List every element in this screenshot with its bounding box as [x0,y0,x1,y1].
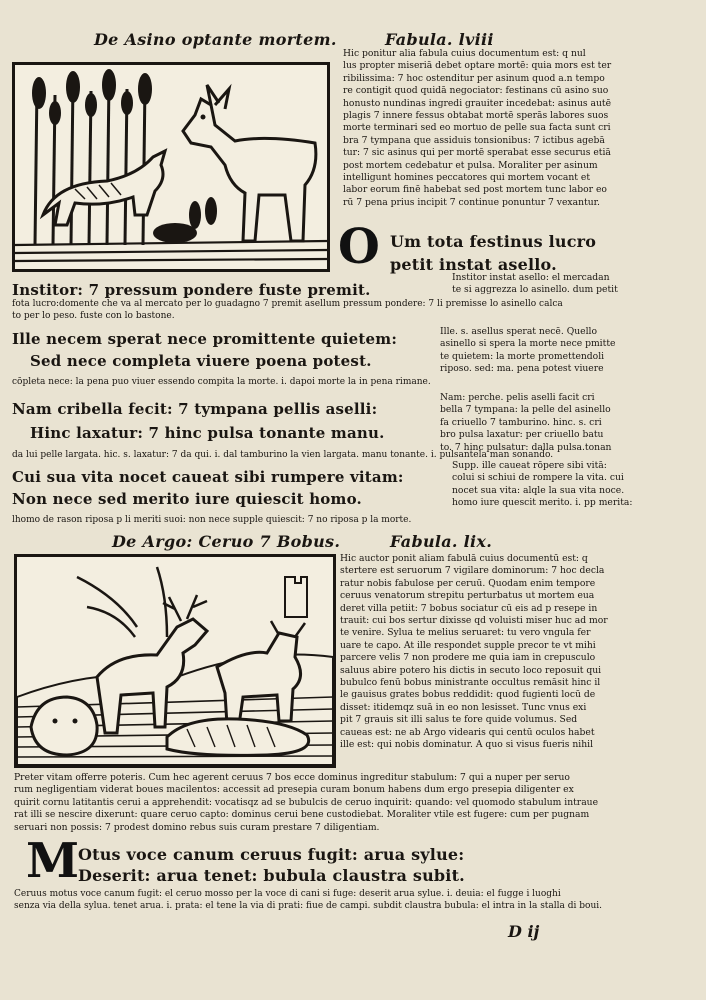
gloss-right [452,460,698,510]
commentary-line: ceruus venatorum strepitu perturbatus ut mortem eua [340,590,595,602]
verse-line: Non nece sed merito iure quiescit homo. [12,490,362,508]
gloss-line: colui si schiui de rompere la vita. cui [452,472,624,484]
gloss-line: Supp. ille caueat rōpere sibi vitā: [452,460,607,471]
verse-line: Nam cribella fecit: 7 tympana pellis aselli: [12,400,378,418]
gloss-line: nocet sua vita: alqle la sua vita noce. [452,484,625,496]
gloss-line: lhomo de rason riposa p li meriti suoi: non nece supple quiescit: 7 no riposa p la morte. [12,515,412,525]
gloss-line: senza via della sylua. tenet arua. i. prata: el tene la via di prati: fiue de campi. subdit claustra bubula: el intra in la stalla di boui. [14,901,602,912]
commentary-line: deret villa petiit: 7 bobus sociatur cū eis ad p resepe in [340,602,598,614]
gloss-line: cōpleta nece: la pena puo viuer essendo compita la morte. i. dapoi morte la in pena rimane. [12,377,431,387]
gloss-line: riposo. sed: ma. pena potest viuere [440,363,604,375]
commentary-line: rum negligentiam viderat boues macilentos: accessit ad presepia curam bonum habens dum ergo presepia diligenter ex [14,784,574,796]
commentary-line: le gauisus grates bobus reddidit: quod fugienti locū de [340,689,596,701]
verse-line: Ille necem sperat nece promittente quietem: [12,330,398,348]
gloss-line: asinello si spera la morte nece pmitte [440,338,616,350]
gloss-line: bella 7 tympana: la pelle del asinello [440,404,611,416]
gloss-right [452,272,697,297]
gloss-line: Institor instat asello: el mercadan [452,272,610,283]
verse-line: Otus voce canum ceruus fugit: arua sylue: [78,845,465,864]
commentary-line: lus propter miseriā debet optare mortē: quia mors est ter [343,60,612,72]
verse-line: Cui sua vita nocet caueat sibi rumpere vitam: [12,468,404,486]
commentary-line: intelligunt homines peccatores qui mortem vocant et [343,172,591,184]
commentary-line: Preter vitam offerre poteris. Cum hec agerent ceruus 7 bos ecce dominus ingreditur stabulum: 7 qui a nuper per seruo [14,772,570,783]
commentary-line: te venire. Sylua te melius seruaret: tu vero vngula fer [340,627,591,639]
commentary-line: labor eorum finē habebat sed post mortem tunc labor eo [343,184,607,196]
fable-title: De Asino optante mortem. [94,30,337,49]
commentary-line: honusto nundinas ingredi grauiter incedebat: asinus autē [343,97,612,109]
commentary-line: caueas est: ne ab Argo videaris qui centū oculos habet [340,726,595,738]
commentary-line: ribilissima: 7 hoc ostenditur per asinum quod a.n tempo [343,72,605,84]
verse-line: Institor: 7 pressum pondere fuste premit. [12,281,371,299]
initial-letter-o: O [338,219,380,275]
gloss-line: te si aggrezza lo asinello. dum petit [452,284,618,296]
gloss-line: Nam: perche. pelis aselli facit cri [440,392,595,403]
commentary-line: rū 7 pena prius incipit 7 continue ponuntur 7 vexantur. [343,196,600,208]
commentary-fable-58 [343,48,698,209]
initial-letter-m: M [26,833,80,889]
woodcut-stag-and-oxen [14,554,336,768]
commentary-line: Hic ponitur alia fabula cuius documentum est: q nul [343,48,586,59]
commentary-line: disset: itidemqz suā in eo non lesisset. Tunc vnus exi [340,701,587,713]
woodcut-ass-and-boar [12,62,330,272]
commentary-line: parcere velis 7 non prodere me quia iam in crepusculo [340,652,596,664]
commentary-line: uare te capo. At ille respondet supple precor te vt mihi [340,639,596,651]
verse-line: Hinc laxatur: 7 hinc pulsa tonante manu. [30,424,385,442]
commentary-line: tur: 7 sic asinus qui per mortē sperabat esse securus etiā [343,147,611,159]
commentary-line: rat illi se nescire dixerunt: quare ceruo capto: dominus cerui bene custodiebat. Moraliter vtile est fugere: cum per pugnam [14,809,590,821]
commentary-fable-59-continued [14,772,698,834]
commentary-line: bubulco fenū bobus ministrante occultus remāsit hinc il [340,677,601,689]
commentary-line: seruari non possis: 7 prodest domino rebus suis curam prestare 7 diligentiam. [14,821,380,833]
fable-number: Fabula. lix. [390,532,493,551]
commentary-line: stertere est seruorum 7 vigilare dominorum: 7 hoc decla [340,565,605,577]
commentary-line: morte terminari sed eo mortuo de pelle sua facta sunt cri [343,122,611,134]
verse-line: Deserit: arua tenet: bubula claustra subit. [78,866,465,885]
commentary-line: re contigit quod quidā negociator: festinans cū asino suo [343,85,609,97]
gloss-right [440,392,698,454]
verse-line: Sed nece completa viuere poena potest. [30,352,372,370]
gloss-line: fota lucro:domente che va al mercato per lo guadagno 7 premit asellum pressum pondere: 7 li premisse lo asinello calca [12,299,563,309]
commentary-line: plagis 7 innere fessus obtabat mortē sperās labores suos [343,110,609,122]
gloss-right [440,326,698,376]
gloss-line: to per lo peso. fuste con lo bastone. [12,311,175,322]
woodcut-illustration [17,557,333,765]
gloss-line: Ille. s. asellus sperat necē. Quello [440,326,597,337]
commentary-line: post mortem cedebatur et pulsa. Moraliter per asinum [343,159,598,171]
gloss-line: homo iure quescit merito. i. pp merita: [452,497,633,509]
gloss-block [12,298,698,323]
verse-line: petit instat asello. [390,255,557,274]
commentary-line: bra 7 tympana que assiduis tonsionibus: 7 ictibus agebā [343,134,605,146]
fable-number: Fabula. lviii [385,30,494,49]
gloss-line: te quietem: la morte promettendoli [440,350,605,362]
gloss-block [14,888,698,913]
woodcut-illustration [15,65,327,269]
fable-title: De Argo: Ceruo 7 Bobus. [112,532,341,551]
commentary-line: Hic auctor ponit aliam fabulā cuius documentū est: q [340,553,588,564]
verse-line: Um tota festinus lucro [390,232,597,251]
commentary-line: pit 7 grauis sit illi salus te fore quide volumus. Sed [340,714,578,726]
gloss-line: to. 7 hinc pulsatur: dalla pulsa.tonan [440,441,612,453]
commentary-line: ille est: qui nobis dominatur. A quo si visus fueris nihil [340,739,594,751]
gloss-line: da lui pelle largata. hic. s. laxatur: 7 da qui. i. dal tamburino la vien largata. manu tonante. i. pulsantela man sonando. [12,450,554,460]
commentary-line: quirit cornu latitantis cerui a apprehendit: vocatisqz ad se bubulcis de ceruo inquirit: quando: vel quomodo stabulum intraue [14,796,599,808]
gloss-line: fa criuello 7 tamburino. hinc. s. cri [440,416,602,428]
commentary-line: ratur nobis fabulose per ceruū. Quodam enim tempore [340,577,596,589]
gloss-line: Ceruus motus voce canum fugit: el ceruo mosso per la voce di cani si fuge: deserit arua sylue. i. deuia: el fugge i luoghi [14,889,561,899]
commentary-line: saluus abire potero his dictis in secuto loco reposuit qui [340,664,602,676]
gloss-line: bro pulsa laxatur: per criuello batu [440,429,604,441]
commentary-fable-59 [340,553,698,752]
commentary-line: trauit: cui bos sertur dixisse qd voluisti miser huc ad mor [340,615,608,627]
signature-mark: D ij [508,922,540,941]
